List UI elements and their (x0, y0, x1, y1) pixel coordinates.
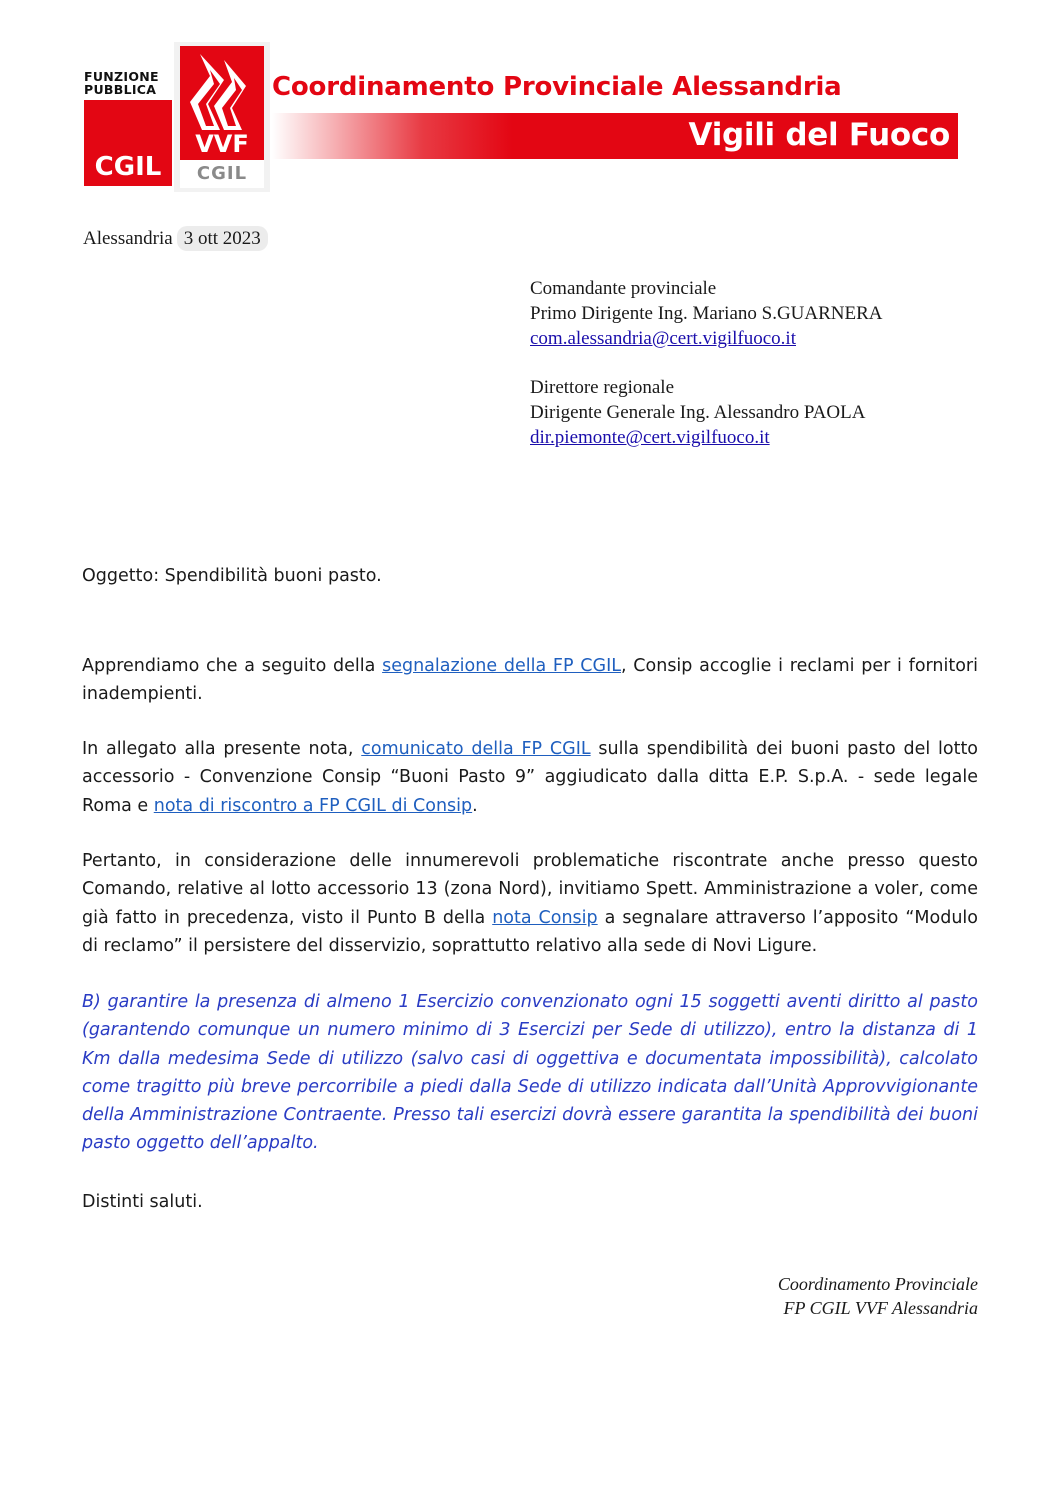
paragraph-3 (82, 847, 978, 960)
nota-consip-link[interactable]: nota Consip (492, 907, 598, 928)
vvf-logo-text: VVF (195, 130, 249, 158)
signature-line2: FP CGIL VVF Alessandria (783, 1298, 978, 1318)
fp-logo-line1: FUNZIONE (84, 69, 159, 84)
recipient-email-link[interactable]: com.alessandria@cert.vigilfuoco.it (530, 328, 796, 349)
vvf-logo-cgil-text: CGIL (180, 160, 264, 188)
subject-line: Oggetto: Spendibilità buoni pasto. (82, 566, 382, 586)
nota-riscontro-link[interactable]: nota di riscontro a FP CGIL di Consip (153, 795, 473, 816)
comunicato-link[interactable]: comunicato della FP CGIL (361, 739, 591, 759)
closing-salutation: Distinti saluti. (82, 1192, 203, 1212)
paragraph-text: sulla spendibilità dei buoni pasto del lotto accessorio - Convenzione Consip “Buoni Pasto 9” aggiudicato dalla ditta E.P. S.p.A. - sede legale Roma e (82, 739, 979, 816)
paragraph-2 (82, 735, 978, 820)
date-value: 3 ott 2023 (177, 226, 268, 251)
flame-icon (180, 46, 264, 136)
recipient-role: Direttore regionale (530, 377, 675, 398)
signature-line1: Coordinamento Provinciale (777, 1274, 978, 1294)
fp-cgil-logo (84, 70, 172, 186)
quoted-point-b: B) garantire la presenza di almeno 1 Esercizio convenzionato ogni 15 soggetti aventi diritto al pasto (garantendo comunque un numero minimo di 3 Esercizi per Sede di utilizzo), entro la distanza di 1 Km dalla medesima Sede di utilizzo (salvo casi di oggettiva e documentata impossibilità), calcolato come tragitto più breve percorribile a piedi dalla Sede di utilizzo indicata dall’Unità Approvvigionante della Amministrazione Contraente. Presso tali esercizi dovrà essere garantita la spendibilità dei buoni pasto oggetto dell’appalto. (82, 992, 978, 1154)
recipient-name: Primo Dirigente Ing. Mariano S.GUARNERA (530, 303, 883, 324)
recipient-role: Comandante provinciale (530, 278, 717, 299)
fp-logo-red-box (84, 100, 172, 186)
header-band (272, 113, 958, 159)
vvf-cgil-logo (174, 42, 270, 192)
header-subtitle: Vigili del Fuoco (688, 117, 950, 153)
paragraph-text: , Consip accoglie i reclami per i fornitori inadempienti. (82, 656, 978, 705)
paragraph-text: a segnalare attraverso l’apposito “Modulo di reclamo” il persistere del disservizio, soprattutto relativo alla sede di Novi Ligure. (82, 907, 978, 956)
paragraph-text: In allegato alla presente nota, (82, 739, 362, 759)
paragraph-text: . (472, 795, 478, 816)
paragraph-text: Pertanto, in considerazione delle innumerevoli problematiche riscontrate anche presso questo Comando, relative al lotto accessorio 13 (zona Nord), invitiamo Spett. Amministrazione a voler, come già fatto in precedenza, visto il Punto B della (82, 851, 978, 928)
recipient-name: Dirigente Generale Ing. Alessandro PAOLA (530, 402, 866, 423)
signature-block (778, 1272, 978, 1320)
date-place: Alessandria (83, 228, 173, 249)
fp-logo-line2: PUBBLICA (84, 82, 157, 97)
date-line (83, 226, 268, 251)
recipients-block (530, 276, 950, 450)
paragraph-1 (82, 652, 978, 709)
fp-logo-wordmark (84, 70, 172, 100)
recipient-email-link[interactable]: dir.piemonte@cert.vigilfuoco.it (530, 427, 770, 448)
fp-logo-cgil-text: CGIL (94, 152, 162, 182)
segnalazione-link[interactable]: segnalazione della FP CGIL (382, 656, 621, 676)
paragraph-text: Apprendiamo che a seguito della (82, 656, 383, 676)
header-title: Coordinamento Provinciale Alessandria (272, 72, 842, 102)
